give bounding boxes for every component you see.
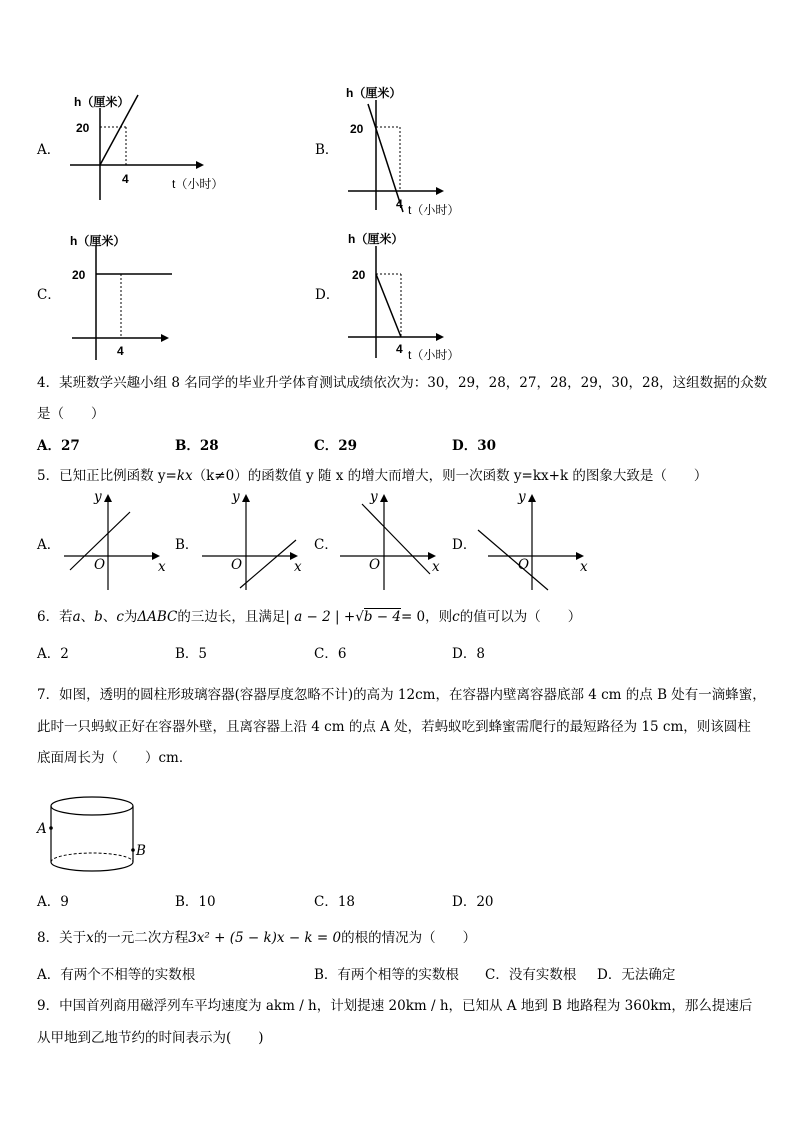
q4-text-line1: 4．某班数学兴趣小组 8 名同学的毕业升学体育测试成绩依次为：30，29，28，27，28，29，30，28，这组数据的众数 [37,375,768,391]
q4-option-b: B．28 [175,438,219,454]
q5-text-kx: kx [176,468,193,484]
q5-b-o: O [231,557,243,573]
q3-a-y20: 20 [76,121,90,135]
q3-d-xlabel: t（小时） [408,348,460,362]
q4-option-d: D．30 [452,438,496,454]
q7-option-b: B．10 [175,894,216,910]
q6-option-c: C．6 [314,646,347,662]
q4-text-line2: 是（ ） [37,406,105,422]
q7-option-d: D．20 [452,894,494,910]
q5-option-a-label: A． [37,537,61,553]
q7-option-c: C．18 [314,894,356,910]
q8-option-a: A．有两个不相等的实数根 [37,967,196,983]
q8-t2: 的一元二次方程 [93,930,189,946]
q6-expr-eq: = 0 [400,609,426,625]
cylinder-bottom-front [51,862,133,871]
q6-var-c: c [116,609,124,625]
q3-option-d-label: D． [315,287,340,303]
q6-t5: 的三边长，且满足 [177,609,286,625]
q8-var-x: x [86,930,94,946]
q3-d-x4: 4 [396,342,403,356]
q8-equation: 3x² + (5 − k)x − k = 0 [188,930,342,946]
q5-a-x: x [158,559,166,575]
q7-fig-label-a: A [37,821,47,837]
q6-t4: 为 [123,609,138,625]
q7-option-a: A．9 [37,894,69,910]
q6-var-c2: c [452,609,460,625]
q3-option-a-label: A． [37,142,61,158]
q3-c-ylabel: h（厘米） [70,234,126,248]
q3-c-y20: 20 [72,268,86,282]
q8-option-c: C．没有实数根 [485,967,577,983]
point-a [49,826,53,830]
q8-text [37,929,476,947]
q7-line3: 底面周长为（ ）cm． [37,750,193,766]
q5-option-b-label: B． [175,537,199,553]
q6-option-b: B．5 [175,646,208,662]
q5-text-mid: （k≠0）的函数值 y 随 x 的增大而增大，则一次函数 y=kx+k 的图象大致是（ ） [192,468,708,484]
q6-t6: ，则 [425,609,453,625]
q7-fig-label-b: B [136,843,146,859]
q3-b-xlabel: t（小时） [408,203,460,217]
q5-b-y: y [232,489,240,505]
q3-a-x4: 4 [122,172,129,186]
q9-line1: 9．中国首列商用磁浮列车平均速度为 akm / h，计划提速 20km / h，已知从 A 地到 B 地路程为 360km，那么提速后 [37,998,753,1014]
q5-option-d-label: D． [452,537,477,553]
q6-option-d: D．8 [452,646,485,662]
q5-d-x: x [580,559,588,575]
q5-d-o: O [518,557,530,573]
q7-line2: 此时一只蚂蚁正好在容器外壁，且离容器上沿 4 cm 的点 A 处，若蚂蚁吃到蜂蜜需爬行的最短路径为 15 cm，则该圆柱 [37,719,751,735]
q3-c-x4: 4 [117,344,124,358]
q4-option-a: A．27 [37,438,80,454]
q6-t2: 、 [80,609,95,625]
q5-a-y: y [94,489,102,505]
q6-var-a: a [72,609,81,625]
q5-text-prefix: 5．已知正比例函数 y= [37,468,177,484]
q8-option-d: D．无法确定 [597,967,676,983]
cylinder-top [51,797,133,815]
q6-triangle: ΔABC [137,609,178,625]
cylinder-bottom-back [51,853,133,862]
q5-c-x: x [432,559,440,575]
q6-expr-abs: | a − 2 | + [285,609,356,625]
q3-b-y20: 20 [350,122,364,136]
q5-b-x: x [294,559,302,575]
q6-t7: 的值可以为（ ） [459,609,582,625]
q3-a-ylabel: h（厘米） [74,95,130,109]
q5-a-o: O [94,557,106,573]
q5-d-y: y [518,489,526,505]
point-b [131,848,135,852]
q3-option-c-label: C． [37,287,61,303]
q3-d-y20: 20 [352,268,366,282]
q8-option-b: B．有两个相等的实数根 [314,967,459,983]
q6-option-a: A．2 [37,646,69,662]
q6-t3: 、 [102,609,117,625]
q3-option-b-label: B． [315,142,339,158]
q7-line1: 7．如图，透明的圆柱形玻璃容器(容器厚度忽略不计)的高为 12cm，在容器内壁离容器底部 4 cm 的点 B 处有一滴蜂蜜， [37,687,766,703]
q8-t1: 8．关于 [37,930,87,946]
q6-expr-sqrt: b − 4 [363,609,401,625]
q4-option-c: C．29 [314,438,358,454]
q5-option-c-label: C． [314,537,338,553]
q3-d-ylabel: h（厘米） [348,232,404,246]
q3-b-ylabel: h（厘米） [346,86,402,100]
q6-t1: 6．若 [37,609,73,625]
q6-var-b: b [94,609,103,625]
q3-b-x4: 4 [396,197,403,211]
q5-c-y: y [370,489,378,505]
q3-a-xlabel: t（小时） [172,177,224,191]
q9-line2: 从甲地到乙地节约的时间表示为( ) [37,1030,264,1046]
sqrt-icon: √ [355,609,364,625]
q5-c-o: O [369,557,381,573]
q8-t3: 的根的情况为（ ） [341,930,477,946]
